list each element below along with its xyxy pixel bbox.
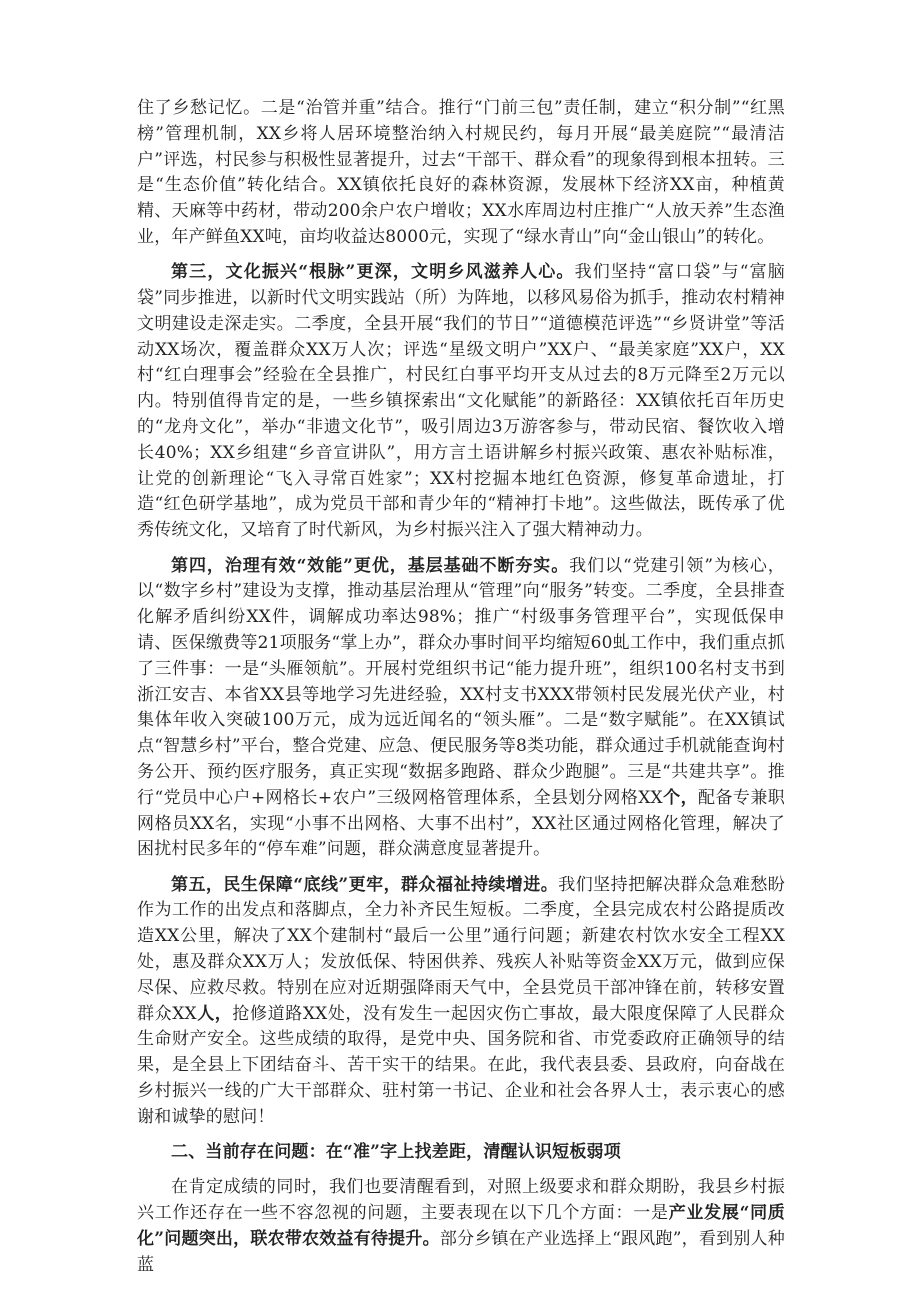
paragraph-text: 我们坚持“富口袋”与“富脑袋”同步推进，以新时代文明实践站（所）为阵地，以移风易俗为抓手，推动农村精神文明建设走深走实。二季度，全县开展“我们的节日”“道德模范评选”“乡贤讲堂”等活动XX场次，覆盖群众XX万人次；评选“星级文明户”XX户、“最美家庭”XX户，XX村“红白理事会”经验在全县推广，村民红白事平均开支从过去的8万元降至2万元以内。特别值得肯定的是，一些乡镇探索出“文化赋能”的新路径：XX镇依托百年历史的“龙舟文化”，举办“非遗文化节”，吸引周边3万游客参与，带动民宿、餐饮收入增长40%；XX乡组建“乡音宣讲队”，用方言土语讲解乡村振兴政策、惠农补贴标准，让党的创新理论“飞入寻常百姓家”；XX村挖掘本地红色资源，修复革命遗址，打造“红色研学基地”，成为党员干部和青少年的“精神打卡地”。这些做法，既传承了优秀传统文化，又培育了时代新风，为乡村振兴注入了强大精神动力。 (137, 262, 785, 541)
paragraph-lead: 第四，治理有效“效能”更优，基层基础不断夯实。 (171, 555, 570, 576)
paragraph-text: 抢修道路XX处，没有发生一起因灾伤亡事故，最大限度保障了人民群众生命财产安全。这些成绩的取得，是党中央、国务院和省、市党委政府正确领导的结果，是全县上下团结奋斗、苦干实干的结果。在此，我代表县委、县政府，向奋战在乡村振兴一线的广大干部群众、驻村第一书记、企业和社会各界人士，表示衷心的感谢和诚挚的慰问！ (137, 1003, 785, 1127)
paragraph-current-problems (137, 1175, 785, 1278)
paragraph-lead: 第五，民生保障“底线”更牢，群众福祉持续增进。 (171, 874, 559, 895)
paragraph-livelihood-security (137, 873, 785, 1131)
section-heading-problems: 二、当前存在问题：在“准”字上找差距，清醒认识短板弱项 (171, 1142, 621, 1163)
paragraph-bold-fragment: 产业发展“同质化”问题突出，联农带农效益有待提升。 (137, 1203, 786, 1249)
paragraph-text: 住了乡愁记忆。二是“治管并重”结合。推行“门前三包”责任制，建立“积分制”“红黑榜”管理机制，XX乡将人居环境整治纳入村规民约，每月开展“最美庭院”“最清洁户”评选，村民参与积极性显著提升，过去“干部干、群众看”的现象得到根本扭转。三是“生态价值”转化结合。XX镇依托良好的森林资源，发展林下经济XX亩，种植黄精、天麻等中药材，带动200余户农户增收；XX水库周边村庄推广“人放天养”生态渔业，年产鲜鱼XX吨，亩均收益达8000元，实现了“绿水青山”向“金山银山”的转化。 (137, 98, 785, 247)
paragraph-effective-governance (137, 554, 785, 864)
paragraph-text: 配备专兼职网格员XX名，实现“小事不出网格、大事不出村”，XX社区通过网格化管理，解决了困扰村民多年的“停车难”问题，群众满意度显著提升。 (137, 787, 786, 860)
paragraph-lead: 第三，文化振兴“根脉”更深，文明乡风滋养人心。 (171, 262, 575, 283)
paragraph-bold-fragment: 个， (662, 787, 699, 808)
paragraph-cultural-revitalization (137, 260, 785, 544)
paragraph-text: 我们坚持把解决群众急难愁盼作为工作的出发点和落脚点，全力补齐民生短板。二季度，全县完成农村公路提质改造XX公里，解决了XX个建制村“最后一公里”通行问题；新建农村饮水安全工程XX处，惠及群众XX万人；发放低保、特困供养、残疾人补贴等资金XX万元，做到应保尽保、应救尽救。特别在应对近期强降雨天气中，全县党员干部冲锋在前，转移安置群众XX (137, 874, 786, 1024)
paragraph-text: 我们以“党建引领”为核心，以“数字乡村”建设为支撑，推动基层治理从“管理”向“服务”转变。二季度，全县排查化解矛盾纠纷XX件，调解成功率达98%；推广“村级事务管理平台”，实现低保申请、医保缴费等21项服务“掌上办”，群众办事时间平均缩短60虬工作中，我们重点抓了三件事：一是“头雁领航”。开展村党组织书记“能力提升班”，组织100名村支书到浙江安吉、本省XX县等地学习先进经验，XX村支书XXX带领村民发展光伏产业，村集体年收入突破100万元，成为远近闻名的“领头雁”。二是“数字赋能”。在XX镇试点“智慧乡村”平台，整合党建、应急、便民服务等8类功能，群众通过手机就能查询村务公开、预约医疗服务，真正实现“数据多跑路、群众少跑腿”。三是“共建共享”。推行“党员中心户+网格长+农户”三级网格管理体系，全县划分网格XX (137, 555, 786, 808)
paragraph-text: 在肯定成绩的同时，我们也要清醒看到，对照上级要求和群众期盼，我县乡村振兴工作还存在一些不容忽视的问题，主要表现在以下几个方面：一是 (137, 1177, 785, 1224)
paragraph-rural-ecology (137, 96, 785, 251)
paragraph-bold-fragment: 人， (196, 1003, 233, 1024)
paragraph-text: 部分乡镇在产业选择上“跟风跑”，看到别人种蓝 (137, 1228, 785, 1275)
